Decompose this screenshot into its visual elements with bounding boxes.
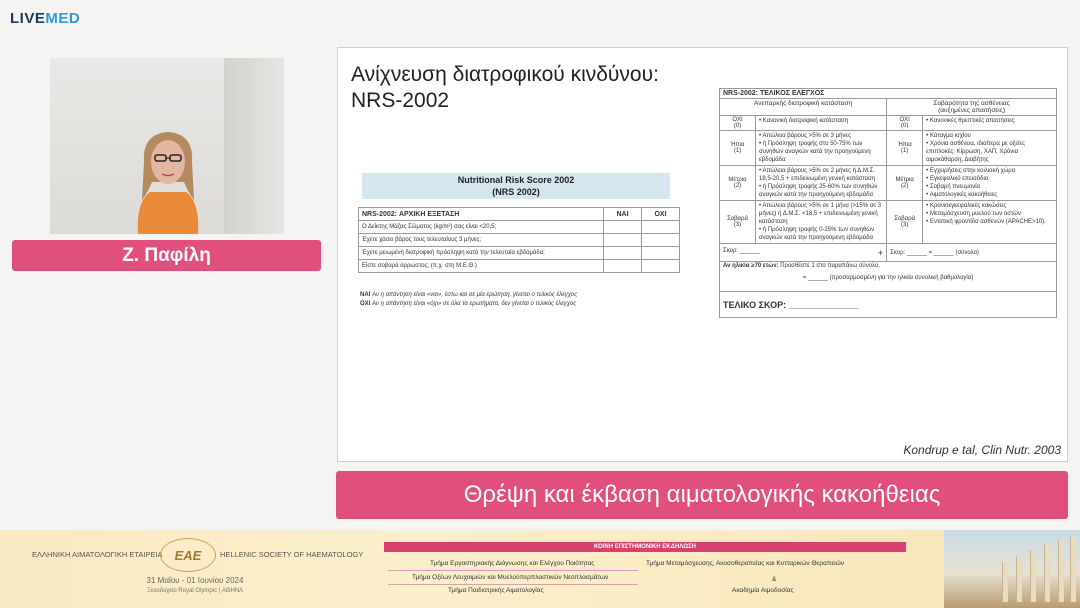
ampersand: & [772,576,777,583]
disease-severity-sub: (αυξημένες απαιτήσεις) [938,107,1006,114]
score-left: Σκορ: ______ [723,247,760,254]
table-subheader-row [720,99,1057,116]
table-row [720,131,1057,166]
table-row [359,221,680,234]
criteria-left: • Απώλεια βάρους >5% σε 2 μήνες ή Δ.Μ.Σ. 18,5-20,5 + επιδεινωμένη γενική κατάσταση • ή Πρόσληψη τροφής 25-60% των συνηθών αναγκών κατά την προηγούμενη εβδομάδα [756,166,887,201]
criteria-right: • Εγχειρήσεις στην κοιλιακή χώρα • Εγκεφαλικό επεισόδιο • Σοβαρή πνευμονία • Αιματολογικές κακοήθειες [923,166,1057,201]
slide-title-line1: Ανίχνευση διατροφικού κινδύνου: [351,63,659,86]
acropolis-image [944,530,1080,608]
grade-left: Σοβαρά (3) [720,201,756,244]
no-column-header: ΟΧΙ [642,208,680,221]
column-icon [1002,562,1008,602]
logo-live: LIVE [10,10,46,27]
question-1: Ο Δείκτης Μάζας Σώματος (kg/m²) σας είναι <20,5; [359,221,604,234]
society-name-gr: ΕΛΛΗΝΙΚΗ ΑΙΜΑΤΟΛΟΓΙΚΗ ΕΤΑΙΡΕΙΑ [32,550,163,559]
adjusted-score: = ______ (προσαρμοσμένη για την ηλικία συνολική βαθμολογία) [802,275,974,281]
score-left-cell [720,244,887,262]
grade-right: Σοβαρά (3) [887,201,923,244]
final-header: NRS-2002: ΤΕΛΙΚΟΣ ΕΛΕΓΧΟΣ [720,89,1057,99]
initial-header: NRS-2002: ΑΡΧΙΚΗ ΕΞΕΤΑΣΗ [359,208,604,221]
table-row [359,247,680,260]
slide-title-line2: NRS-2002 [351,89,450,112]
yes-cell [604,247,642,260]
score-right: Σκορ: ______ [890,249,927,256]
score-right-cell [887,244,1057,262]
nrs-banner-line2: (NRS 2002) [492,187,540,197]
table-row [359,260,680,273]
grade-left: Ήπια (1) [720,131,756,166]
criteria-right: • Κάταγμα ισχίου • Χρόνια ασθένεια, ιδιαίτερα με οξείες επιπλοκές: Κίρρωση, ΧΑΠ, Χρόνια αιμοκάθαρση, Διαβήτης [923,131,1057,166]
age-text: Προσθέστε 1 στο παραπάνω σύνολο, [780,263,880,269]
score-total: = ______ (σύνολο) [928,249,979,256]
grade-right: Ήπια (1) [887,131,923,166]
background-shelf [224,58,284,234]
criteria-left: • Κανονική διατροφική κατάσταση [756,116,887,131]
question-2: Έχετε χάσει βάρος τους τελευταίους 3 μήνες; [359,234,604,247]
table-row [720,201,1057,244]
criteria-right: • Κρανιοεγκεφαλικές κακώσεις • Μεταμόσχευση μυελού των οστών • Εντατική φροντίδα ασθενών (APACHE>10). [923,201,1057,244]
speaker-name-bar [12,240,321,271]
event-dates: 31 Μαΐου - 01 Ιουνίου 2024 [146,576,244,585]
column-icon [1030,550,1036,602]
total-row [720,292,1057,318]
disease-severity-header [887,99,1057,116]
no-cell [642,234,680,247]
table-row [720,166,1057,201]
initial-screening-table [358,207,680,273]
dept-3: Τμήμα Παιδιατρικής Αιματολογίας [448,587,544,594]
note-yes: Αν η απάντηση είναι «ναι», έστω και σε μία ερώτηση, γίνεται ο τελικός έλεγχος [372,292,578,298]
no-cell [642,260,680,273]
age-label: Αν ηλικία ≥70 ετών: [723,263,779,269]
criteria-left: • Απώλεια βάρους >5% σε 3 μήνες • ή Πρόσληψη τροφής στο 50-75% των συνηθών αναγκών κατά την προηγούμενη εβδομάδα [756,131,887,166]
question-3: Έχετε μειωμένη διατροφική πρόσληψη κατά την τελευταία εβδομάδα; [359,247,604,260]
yes-cell [604,234,642,247]
column-icon [1044,544,1050,602]
table-row [720,116,1057,131]
criteria-right: • Κανονικές θρεπτικές απαιτήσεις [923,116,1057,131]
column-icon [1016,556,1022,602]
nrs-banner-line1: Nutritional Risk Score 2002 [457,175,575,185]
grade-right: Μέτρια (2) [887,166,923,201]
no-cell [642,247,680,260]
divider [388,584,638,585]
note-no-label: ΟΧΙ [360,301,371,307]
plus-sign: + [877,247,884,258]
table-header-row [720,89,1057,99]
disease-severity-title: Σοβαρότητα της ασθένειας [933,100,1010,107]
age-adjustment-cell [720,262,1057,292]
nrs-banner [362,173,670,199]
final-screening-table [719,88,1057,318]
yes-column-header: ΝΑΙ [604,208,642,221]
topic-title: Θρέψη και έκβαση αιματολογικής κακοήθειας [463,481,941,508]
table-header-row [359,208,680,221]
table-row [359,234,680,247]
topic-bar [336,471,1068,519]
grade-left: ΟΧΙ (0) [720,116,756,131]
grade-right: ΟΧΙ (0) [887,116,923,131]
society-emblem-icon: ΕΑΕ [160,538,216,572]
initial-notes [360,291,577,309]
dept-2: Τμήμα Οξέων Λευχαιμιών και Μυελοϋπερπλαστικών Νεοπλασμάτων [412,574,609,581]
joint-event-bar: ΚΟΙΝΗ ΕΠΙΣΤΗΜΟΝΙΚΗ ΕΚΔΗΛΩΣΗ [384,542,906,552]
livemed-logo [10,10,80,27]
yes-cell [604,260,642,273]
presentation-slide [337,47,1068,462]
note-no: Αν η απάντηση είναι «όχι» σε όλα τα ερωτήματα, δεν γίνεται ο τελικός έλεγχος [372,301,577,307]
column-icon [1070,536,1076,602]
note-yes-label: ΝΑΙ [360,292,371,298]
dept-4: Τμήμα Μεταμόσχευσης, Ανοσοθεραπείας και Κυτταρικών Θεραπειών [646,560,845,567]
column-icon [1058,540,1064,602]
divider [388,570,638,571]
age-row [720,262,1057,292]
score-row [720,244,1057,262]
society-name-en: HELLENIC SOCIETY OF HAEMATOLOGY [220,550,364,559]
dept-5: Ακαδημία Αιμοδοσίας [732,587,794,594]
logo-med: MED [45,10,81,27]
question-4: Είστε σοβαρά άρρωστος; (π.χ. στη Μ.Ε.Θ.) [359,260,604,273]
no-cell [642,221,680,234]
final-score: ΤΕΛΙΚΟ ΣΚΟΡ: ______________ [720,292,1057,318]
event-footer [0,530,1080,608]
event-venue: Ξενοδοχείο Royal Olympic | ΑΘΗΝΑ [146,588,244,594]
dept-1: Τμήμα Εργαστηριακής Διάγνωσης και Ελέγχου Ποιότητας [430,560,595,567]
grade-left: Μέτρια (2) [720,166,756,201]
slide-title [351,62,659,114]
speaker-name: Ζ. Παφίλη [122,244,211,266]
nutrition-status-header: Ανεπαρκής διατροφική κατάσταση [720,99,887,116]
speaker-figure [128,122,208,234]
speaker-video [50,58,284,234]
slide-citation: Kondrup e tal, Clin Nutr. 2003 [903,443,1061,457]
criteria-left: • Απώλεια βάρους >5% σε 1 μήνα (>15% σε 3 μήνες) ή Δ.Μ.Σ. <18,5 + επιδεινωμένη γενική κατάσταση • ή Πρόσληψη τροφής 0-25% των συνηθών αναγκών κατά την προηγούμενη εβδομάδα [756,201,887,244]
yes-cell [604,221,642,234]
